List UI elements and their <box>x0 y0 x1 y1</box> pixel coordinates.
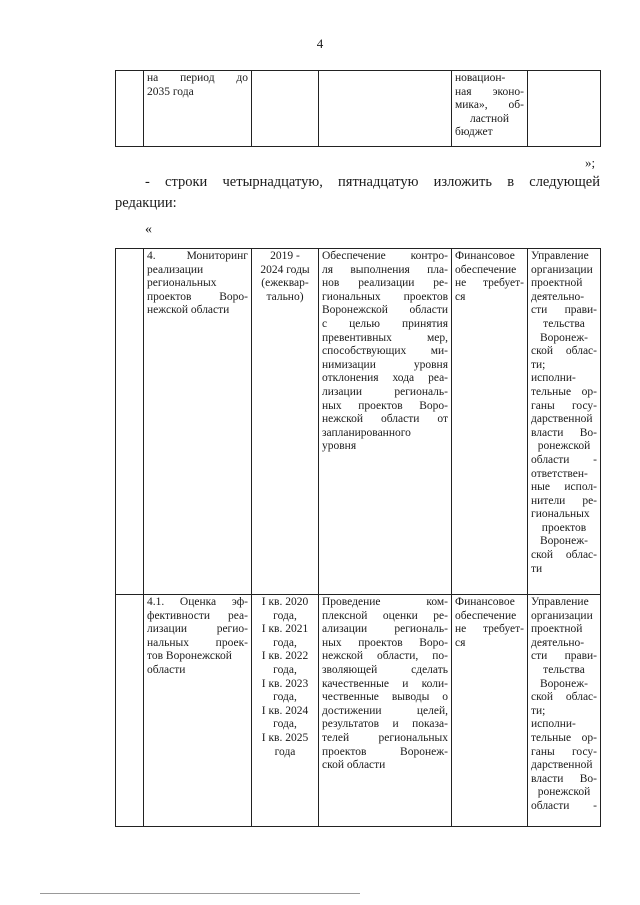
text-line: I кв. 2022 <box>261 650 309 663</box>
text-line: чественные выводы о <box>322 691 448 704</box>
text-line: I кв. 2024 <box>261 704 309 717</box>
text-line: Обеспечение контро- <box>322 250 448 262</box>
text-line: ных проектов Воро- <box>322 399 448 412</box>
text-line: проектов <box>541 521 587 534</box>
text-line: телей региональных <box>322 731 448 744</box>
text-line: ных проектов Воро- <box>322 636 448 649</box>
text-line: нежской области от <box>322 413 448 426</box>
text-line: I кв. 2020 <box>261 596 309 608</box>
text-line: (ежеквар- <box>261 277 309 290</box>
text-line: ти; <box>531 358 546 371</box>
text-line: I кв. 2023 <box>261 677 309 690</box>
text-line: проектной <box>531 623 583 636</box>
top-cell-description <box>319 71 452 147</box>
text-line: ской области <box>322 759 386 772</box>
top-cell-number <box>116 71 144 147</box>
text-line: ронежской <box>537 786 591 799</box>
main-table <box>115 248 601 827</box>
text-line: ганы госу- <box>531 399 597 412</box>
paragraph-line: - строки четырнадцатую, пятнадцатую изложить в следующей <box>145 174 600 190</box>
text-line: организации <box>531 263 593 276</box>
text-line: области - <box>531 453 597 466</box>
text-line: исполни- <box>531 372 576 385</box>
text-line: года, <box>273 691 297 704</box>
table-row <box>116 249 601 595</box>
text-line: Воронеж- <box>540 677 588 690</box>
text-line: проектов Воро- <box>147 290 248 303</box>
text-line: исполни- <box>531 718 576 731</box>
text-line: лизации региональ- <box>322 385 448 398</box>
row-term-cell <box>252 249 319 595</box>
text-line: уровня <box>322 440 357 453</box>
text-line: ганы госу- <box>531 745 597 758</box>
text-line: года, <box>273 609 297 622</box>
row-term-cell <box>252 595 319 827</box>
text-line: Проведение ком- <box>322 596 448 608</box>
text-line: Управление <box>531 596 589 608</box>
text-line: ской облас- <box>531 345 597 358</box>
text-line: гиональных проектов <box>322 290 448 303</box>
row-responsible-cell <box>528 595 601 827</box>
text-line: Воронеж- <box>540 535 588 548</box>
text-line: проектной <box>531 277 583 290</box>
row-name-cell <box>144 249 252 595</box>
text-line: Финансовое <box>455 596 515 608</box>
text-line: достижении целей, <box>322 704 448 717</box>
text-line: 4. Мониторинг <box>147 250 248 262</box>
text-line: I кв. 2025 <box>261 731 309 744</box>
text-line: нальных проек- <box>147 636 248 649</box>
text-line: превентивных мер, <box>322 331 448 344</box>
text-line: ти; <box>531 704 546 717</box>
text-line: ся <box>455 636 466 649</box>
text-line: мика», об- <box>455 99 524 112</box>
text-line: региональных <box>147 277 217 290</box>
text-line: ализации региональ- <box>322 623 448 636</box>
text-line: года, <box>273 718 297 731</box>
text-line: власти Во- <box>531 426 597 439</box>
row-funding-cell <box>452 595 528 827</box>
text-line: с целью принятия <box>322 317 448 330</box>
table-row <box>116 595 601 827</box>
text-line: тально) <box>266 290 304 303</box>
text-line: лизации регио- <box>147 623 248 636</box>
text-line: реализации <box>147 263 204 276</box>
text-line: года <box>274 745 296 758</box>
text-line: ля выполнения пла- <box>322 263 448 276</box>
top-cell-name <box>144 71 252 147</box>
text-line: тельные ор- <box>531 731 597 744</box>
continued-table <box>115 70 601 147</box>
footer-divider <box>40 893 360 894</box>
text-line: не требует- <box>455 277 524 290</box>
row-responsible-cell <box>528 249 601 595</box>
text-line: области - <box>531 799 597 812</box>
text-line: 2035 года <box>147 85 194 98</box>
closing-quote: »; <box>585 155 596 170</box>
text-line: ронежской <box>537 440 591 453</box>
row-number-cell <box>116 249 144 595</box>
text-line: не требует- <box>455 623 524 636</box>
text-line: нимизации уровня <box>322 358 448 371</box>
text-line: Финансовое <box>455 250 515 262</box>
text-line: обеспечение <box>455 609 517 622</box>
text-line: зволяющей сделать <box>322 663 448 676</box>
text-line: ластной <box>469 112 510 125</box>
text-line: Управление <box>531 250 589 262</box>
text-line: 4.1. Оценка эф- <box>147 596 248 608</box>
row-name-cell <box>144 595 252 827</box>
row-funding-cell <box>452 249 528 595</box>
text-line: организации <box>531 609 593 622</box>
text-line: тельные ор- <box>531 385 597 398</box>
text-line: ти <box>531 562 543 575</box>
text-line: 2019 - <box>270 250 300 262</box>
text-line: на период до <box>147 72 248 84</box>
text-line: Воронежской области <box>322 304 448 317</box>
text-line: ная эконо- <box>455 85 524 98</box>
text-line: новацион- <box>455 72 506 84</box>
text-line: ся <box>455 290 466 303</box>
text-line: тов Воронежской <box>147 650 232 663</box>
top-cell-funding <box>452 71 528 147</box>
text-line: нежской области <box>147 304 230 317</box>
text-line: запланированного <box>322 426 411 439</box>
text-line: I кв. 2021 <box>261 623 309 636</box>
text-line: нов реализации ре- <box>322 277 448 290</box>
text-line: проектов Воронеж- <box>322 745 448 758</box>
text-line: нежской области, по- <box>322 650 448 663</box>
row-number-cell <box>116 595 144 827</box>
text-line: области <box>147 663 186 676</box>
top-cell-responsible <box>528 71 601 147</box>
text-line: способствующих ми- <box>322 345 448 358</box>
text-line: сти прави- <box>531 650 597 663</box>
row-description-cell <box>319 249 452 595</box>
text-line: бюджет <box>455 126 493 139</box>
text-line: гиональных <box>531 508 590 521</box>
text-line: ской облас- <box>531 691 597 704</box>
opening-quote: « <box>145 222 152 237</box>
text-line: деятельно- <box>531 290 585 303</box>
text-line: 2024 годы <box>260 263 310 276</box>
text-line: года, <box>273 636 297 649</box>
text-line: года, <box>273 663 297 676</box>
text-line: отклонения хода реа- <box>322 372 448 385</box>
text-line: дарственной <box>531 413 593 426</box>
text-line: ответствен- <box>531 467 588 480</box>
text-line: ской облас- <box>531 549 597 562</box>
text-line: результатов и показа- <box>322 718 448 731</box>
text-line: деятельно- <box>531 636 585 649</box>
text-line: нители ре- <box>531 494 597 507</box>
text-line: Воронеж- <box>540 331 588 344</box>
text-line: дарственной <box>531 759 593 772</box>
text-line: обеспечение <box>455 263 517 276</box>
text-line: плексной оценки ре- <box>322 609 448 622</box>
text-line: ные испол- <box>531 481 597 494</box>
page-number: 4 <box>316 36 324 51</box>
text-line: сти прави- <box>531 304 597 317</box>
paragraph-line: редакции: <box>115 195 177 211</box>
text-line: фективности реа- <box>147 609 248 622</box>
text-line: тельства <box>543 663 585 676</box>
top-cell-term <box>252 71 319 147</box>
text-line: тельства <box>543 317 585 330</box>
text-line: власти Во- <box>531 772 597 785</box>
text-line: качественные и коли- <box>322 677 448 690</box>
row-description-cell <box>319 595 452 827</box>
